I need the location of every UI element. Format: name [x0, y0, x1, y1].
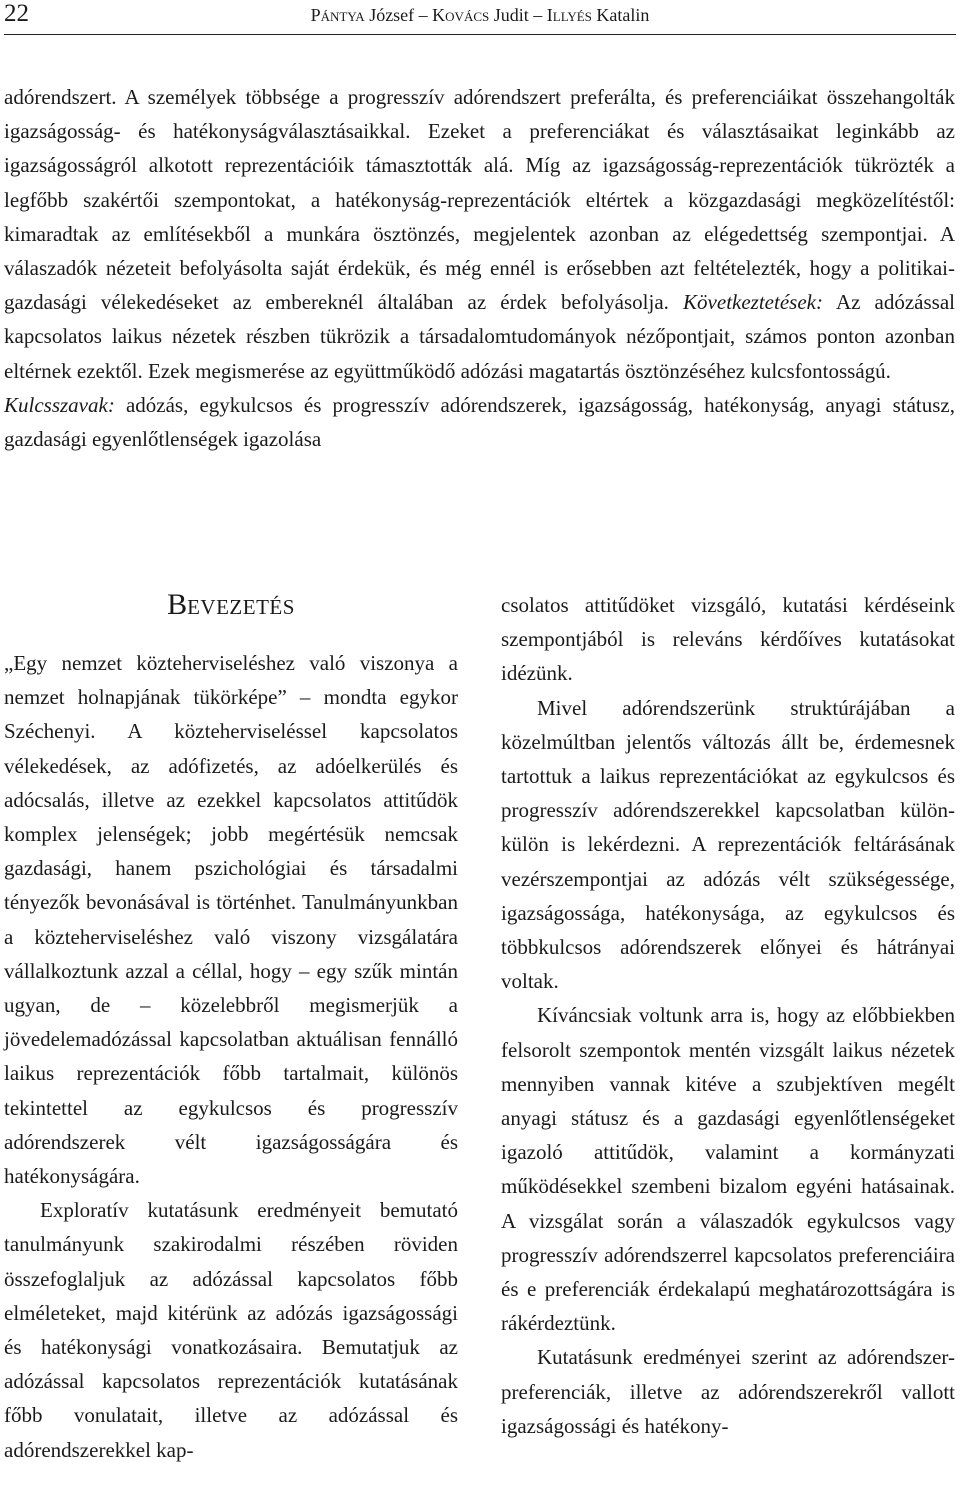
keywords-label: Kulcsszavak:: [4, 392, 115, 417]
abstract-body: adórendszert. A személyek többsége a progresszív adórendszert preferálta, és preferenciáikat összehangolták igazságosság- és hatékonyságválasztásaikkal. Ezeket a preferenciákat és választásaikat leginkább az igazságosságról alkotott reprezentációik támasztották alá. Míg az igazságosság-reprezentációk tükrözték a legfőbb szakértői szempontokat, a hatékonyság-reprezentációk eltértek a közgazdasági megközelítéstől: kimaradtak az említésekből a munkára ösztönzés, megjelentek azonban az elégedettség szempontjai. A válaszadók nézeteit befolyásolta saját érdekük, és még ennél is erősebben azt feltételezték, hogy a politikai-gazdasági vélekedéseket az embereknél általában az érdek befolyásolja. Következtetések: Az adózással kapcsolatos laikus nézetek részben tükrözik a társadalomtudományok nézőpontjait, számos ponton azonban eltérnek ezektől. Ezek megismerése az együttműködő adózási magatartás ösztönzéséhez kulcsfontosságú.: [4, 85, 956, 383]
page-number: 22: [4, 0, 29, 27]
running-header: [4, 0, 956, 35]
left-column: [4, 588, 458, 1467]
running-header-authors: Pántya József – Kovács Judit – Illyés Katalin: [310, 5, 650, 25]
author-3: Illyés Katalin: [546, 5, 650, 25]
abstract: [4, 80, 955, 456]
author-1: Pántya József: [310, 5, 415, 25]
paragraph: Kíváncsiak voltunk arra is, hogy az előbbiekben felsorolt szempontok mentén vizsgált laikus nézetek mennyiben vannak kitéve a szubjektíven megélt anyagi státusz és a gazdasági egyenlőtlenségeket igazoló attitűdök, valamint a kormányzati működésekkel szembeni bizalom egyéni hatásainak. A vizsgálat során a válaszadók egykulcsos vagy progresszív adórendszerrel kapcsolatos preferenciáira és e preferenciák érdekalapú meghatározottságára is rákérdeztünk.: [501, 1003, 955, 1336]
paragraph: „Egy nemzet közteherviseléshez való viszonya a nemzet holnapjának tükörképe” – mondta egykor Széchenyi. A közteherviseléssel kapcsolatos vélekedések, az adófizetés, az adóelkerülés és adócsalás, illetve az ezekkel kapcsolatos attitűdök komplex jelenségek; jobb megértésük nemcsak gazdasági, hanem pszichológiai és társadalmi tényezők bevonásával is történhet. Tanulmányunkban a közteherviseléshez való viszony vizsgálatára vállalkoztunk azzal a céllal, hogy – egy szűk mintán ugyan, de – közelebbről megismerjük a jövedelemadózással kapcsolatban aktuálisan fennálló laikus reprezentációk főbb tartalmait, különös tekintettel az egykulcsos és progresszív adórendszerek vélt igazságosságára és hatékonyságára.: [4, 651, 458, 1189]
keywords: Kulcsszavak: adózás, egykulcsos és progresszív adórendszerek, igazságosság, hatékonyság, anyagi státusz, gazdasági egyenlőtlenségek igazolása: [4, 392, 956, 452]
paragraph: Exploratív kutatásunk eredményeit bemutató tanulmányunk szakirodalmi részében röviden összefoglaljuk az adózással kapcsolatos főbb elméleteket, majd kitérünk az adózás igazságossági és hatékonysági vonatkozásaira. Bemutatjuk az adózással kapcsolatos reprezentációk kutatásának főbb vonulatait, illetve az adózással és adórendszerekkel kap-: [4, 1198, 458, 1462]
conclusions-label: Következtetések:: [683, 290, 823, 315]
right-column: [501, 588, 955, 1443]
section-heading: BEVEZETÉS: [167, 588, 295, 621]
paragraph: Mivel adórendszerünk struktúrájában a közelmúltban jelentős változás állt be, érdemesnek tartottuk a laikus reprezentációkat az egykulcsos és progresszív adórendszerekkel kapcsolatban külön-külön is lekérdezni. A reprezentációk feltárásának vezérszempontjai az adózás vélt szükségessége, igazságossága, hatékonysága, az egykulcsos és többkulcsos adórendszerek előnyei és hátrányai voltak.: [501, 695, 955, 994]
paragraph: csolatos attitűdöket vizsgáló, kutatási kérdéseink szempontjából is releváns kérdőíves kutatásokat idézünk.: [501, 593, 955, 686]
author-2: Kovács Judit: [432, 5, 529, 25]
paragraph: Kutatásunk eredményei szerint az adórendszer-preferenciák, illetve az adórendszerekről vallott igazságossági és hatékony-: [501, 1345, 955, 1438]
